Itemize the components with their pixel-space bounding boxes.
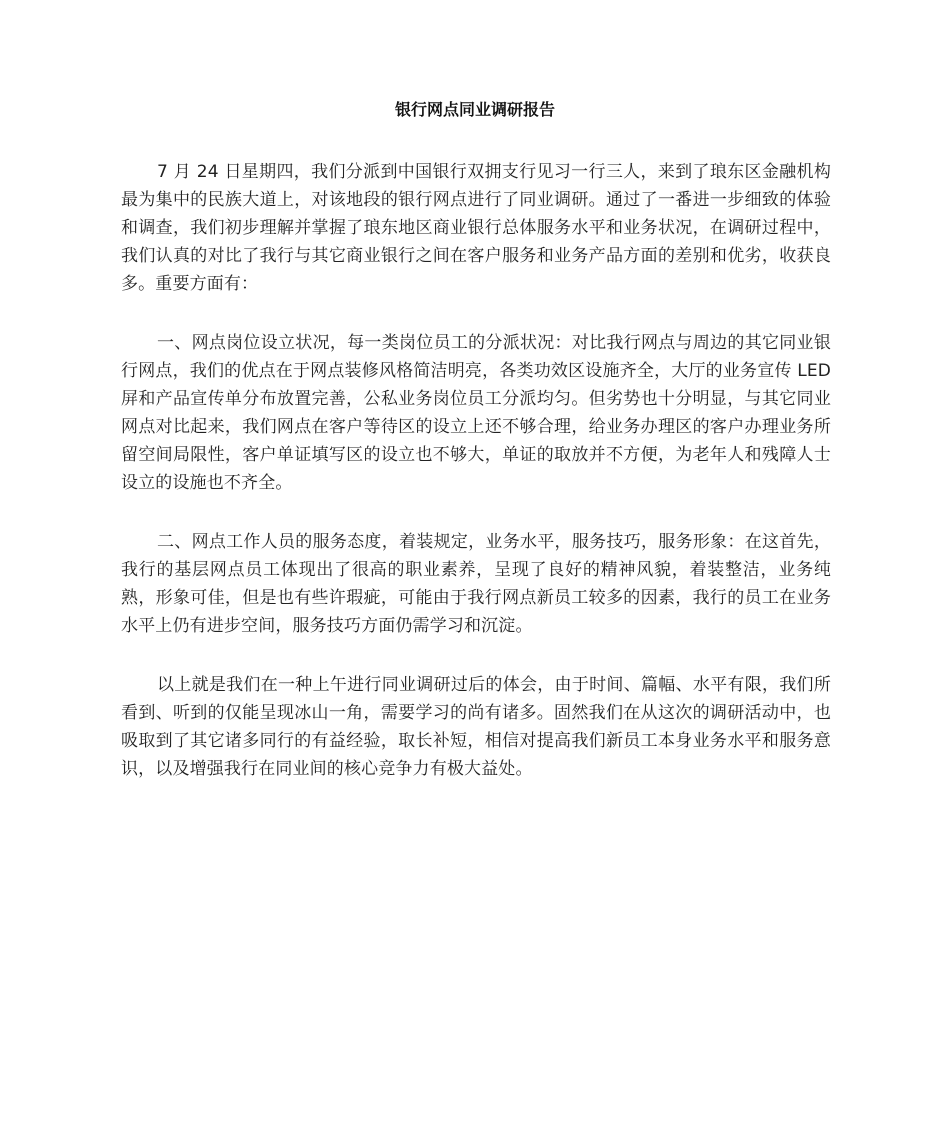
paragraph-section-1: 一、网点岗位设立状况，每一类岗位员工的分派状况：对比我行网点与周边的其它同业银行网点，我们的优点在于网点装修风格简洁明亮，各类功效区设施齐全，大厅的业务宣传 LED 屏和产品宣传单分布放置完善，公私业务岗位员工分派均匀。但劣势也十分明显，与其它同业网点对比起来，我们网点在客户等待区的设立上还不够合理，给业务办理区的客户办理业务所留空间局限性，客户单证填写区的设立也不够大，单证的取放并不方便，为老年人和残障人士设立的设施也不齐全。 (121, 333, 831, 493)
paragraph-section-2: 二、网点工作人员的服务态度，着装规定，业务水平，服务技巧，服务形象：在这首先，我行的基层网点员工体现出了很高的职业素养，呈现了良好的精神风貌，着装整洁，业务纯熟，形象可佳，但是也有些许瑕疵，可能由于我行网点新员工较多的因素，我行的员工在业务水平上仍有进步空间，服务技巧方面仍需学习和沉淀。 (121, 532, 831, 636)
paragraph-conclusion: 以上就是我们在一种上午进行同业调研过后的体会，由于时间、篇幅、水平有限，我们所看到、听到的仅能呈现冰山一角，需要学习的尚有诸多。固然我们在从这次的调研活动中，也吸取到了其它诸多同行的有益经验，取长补短，相信对提高我们新员工本身业务水平和服务意识，以及增强我行在同业间的核心竞争力有极大益处。 (121, 675, 831, 779)
document-title: 银行网点同业调研报告 (394, 100, 555, 119)
paragraph-intro: 7 月 24 日星期四，我们分派到中国银行双拥支行见习一行三人，来到了琅东区金融机构最为集中的民族大道上，对该地段的银行网点进行了同业调研。通过了一番进一步细致的体验和调查，我们初步理解并掌握了琅东地区商业银行总体服务水平和业务状况，在调研过程中，我们认真的对比了我行与其它商业银行之间在客户服务和业务产品方面的差别和优劣，收获良多。重要方面有： (121, 162, 831, 294)
document-body (121, 158, 831, 814)
